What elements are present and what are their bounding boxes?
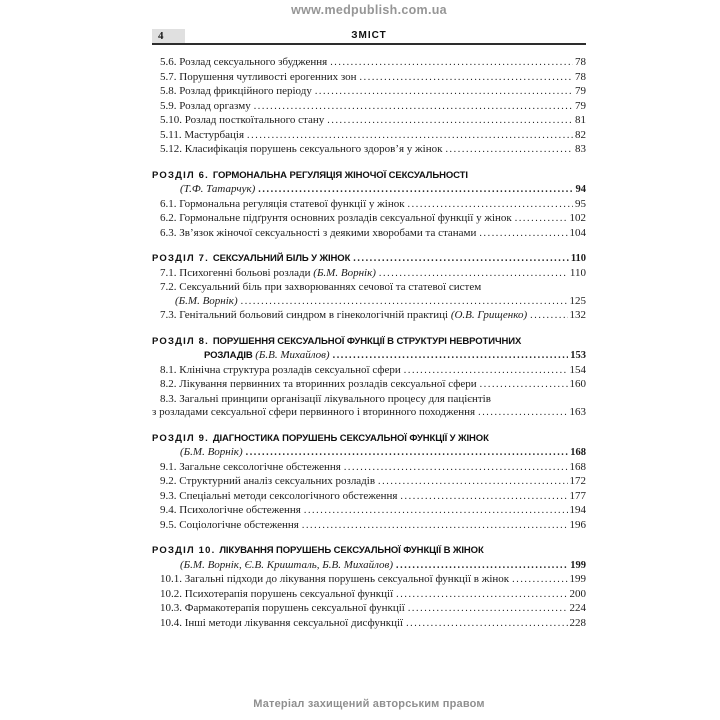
toc-entry-text — [160, 363, 401, 377]
toc-text-segment: 7.3. Генітальний больовий синдром в гінекологічній практиці — [160, 309, 451, 321]
toc-page-number: 82 — [575, 128, 586, 141]
toc-text-segment: ЛІКУВАННЯ ПОРУШЕНЬ СЕКСУАЛЬНОЇ ФУНКЦІЇ В ЖІНОК — [219, 545, 484, 556]
toc-entry — [152, 182, 586, 197]
toc-entry-text — [160, 142, 442, 156]
toc-text-segment: 10.3. Фармакотерапія порушень сексуальної функції — [160, 602, 405, 614]
toc-entry — [152, 211, 586, 226]
toc-text-segment: 5.12. Класифікація порушень сексуального здоров’я у жінок — [160, 143, 443, 155]
toc-entry — [152, 377, 586, 392]
dot-leader — [400, 491, 567, 504]
dot-leader — [333, 350, 569, 363]
toc-entry — [152, 489, 586, 504]
toc-text-segment: 8.2. Лікування первинних та вторинних розладів сексуальної сфери — [160, 378, 477, 390]
toc-entry — [152, 572, 586, 587]
toc-page-number: 110 — [570, 253, 586, 264]
toc-entry — [152, 445, 586, 460]
toc-text-segment: ГОРМОНАЛЬНА РЕГУЛЯЦІЯ ЖІНОЧОЇ СЕКСУАЛЬНОСТІ — [212, 169, 468, 181]
toc-entry-text — [160, 474, 375, 488]
dot-leader — [344, 462, 568, 475]
toc-author: (Т.Ф. Татарчук) — [180, 183, 256, 195]
toc-page-number: 168 — [570, 447, 586, 458]
toc-text-segment: 9.2. Структурний аналіз сексуальних розладів — [160, 475, 376, 487]
toc-author: (Б.М. Ворнік) — [180, 446, 243, 458]
toc-chapter-entry — [152, 543, 586, 558]
toc-page-number: 79 — [575, 85, 586, 97]
toc-text-segment: 8.3. Загальні принципи організації лікувального процесу для пацієнтів — [160, 392, 491, 405]
toc-entry-text — [160, 518, 299, 532]
toc-text-segment: 10.4. Інші методи лікування сексуальної дисфункції — [160, 616, 404, 629]
dot-leader — [379, 268, 568, 281]
toc-entry — [152, 142, 586, 157]
toc-entry — [152, 392, 586, 406]
copyright-notice: Матеріал захищений авторським правом — [253, 698, 485, 710]
toc-page-number: 125 — [569, 294, 586, 307]
toc-entry-text — [160, 211, 512, 225]
dot-leader — [247, 130, 573, 143]
toc-entry — [152, 55, 586, 70]
toc-entry — [152, 460, 586, 475]
dot-leader — [445, 144, 573, 157]
toc-entry — [152, 363, 586, 378]
dot-leader — [327, 115, 573, 128]
toc-entry-text — [160, 489, 397, 503]
dot-leader — [315, 86, 573, 99]
toc-text-segment: 5.10. Розлад посткоїтального стану — [160, 114, 325, 126]
toc-entry-text — [160, 197, 405, 211]
toc-page-number: 160 — [569, 378, 586, 390]
toc-entry-text — [180, 558, 393, 572]
toc-text-segment: 5.11. Мастурбація — [160, 128, 245, 141]
toc-entry-text — [160, 226, 476, 240]
toc-text-segment: 9.1. Загальне сексологічне обстеження — [160, 460, 341, 473]
toc-author: (Б.М. Ворнік) — [175, 294, 238, 307]
toc-entry — [152, 587, 586, 602]
toc-entry — [152, 601, 586, 616]
toc-text-segment: 6.1. Гормональна регуляція статевої функції у жінок — [160, 197, 405, 210]
toc-text-segment: 9.5. Соціологічне обстеження — [160, 518, 299, 531]
toc-text-segment: з розладами сексуальної сфери первинного і вторинного походження — [152, 406, 476, 418]
toc-entry-text — [152, 431, 489, 446]
toc-entry-text — [160, 601, 405, 615]
toc-page-number: 196 — [569, 518, 586, 531]
toc-text-segment: РОЗДІЛ 10. — [152, 545, 220, 556]
toc-text-segment: 7.1. Психогенні больові розлади — [160, 266, 314, 279]
dot-leader — [241, 296, 568, 309]
toc-page-number: 78 — [575, 56, 586, 68]
toc-page-number: 81 — [575, 114, 586, 126]
page-header — [152, 29, 586, 45]
toc-section — [152, 543, 586, 630]
toc-entry — [152, 474, 586, 489]
toc-entry — [152, 280, 586, 294]
dot-leader — [406, 618, 567, 631]
toc-entry-text — [160, 587, 393, 601]
toc-text-segment: СЕКСУАЛЬНИЙ БІЛЬ У ЖІНОК — [212, 253, 351, 264]
toc-chapter-entry — [152, 251, 586, 266]
toc-entry — [152, 113, 586, 128]
toc-entry-text — [160, 84, 312, 98]
dot-leader — [302, 520, 568, 533]
toc-entry-text — [160, 99, 251, 113]
toc-page-number: 194 — [569, 504, 586, 516]
toc-entry-text — [152, 405, 475, 419]
dot-leader — [515, 213, 568, 226]
dot-leader — [360, 72, 573, 85]
toc-page-number: 153 — [570, 350, 586, 361]
toc-entry — [152, 558, 586, 573]
toc-section — [152, 431, 586, 533]
toc-page-number: 102 — [569, 212, 586, 224]
toc-text-segment: РОЗДІЛ 8. — [152, 335, 213, 347]
toc-entry-text — [160, 460, 341, 474]
toc-page-number: 132 — [569, 309, 586, 321]
toc-entry — [152, 99, 586, 114]
toc-entry-text — [175, 294, 238, 308]
toc-entry-text — [204, 348, 330, 363]
toc-text-segment: 10.1. Загальні підходи до лікування порушень сексуальної функції в жінок — [160, 573, 510, 585]
toc-entry-text — [160, 113, 324, 127]
toc-text-segment: 6.2. Гормональне підґрунтя основних розладів сексуальної функції у жінок — [160, 212, 512, 224]
toc-text-segment: 10.2. Психотерапія порушень сексуальної функції — [160, 587, 394, 600]
toc-page-number: 83 — [575, 143, 586, 155]
toc-text-segment: 9.3. Спеціальні методи сексологічного обстеження — [160, 489, 398, 502]
toc-text-segment: 8.1. Клінічна структура розладів сексуальної сфери — [160, 363, 401, 376]
toc-text-segment: 5.7. Порушення чутливості ерогенних зон — [160, 70, 357, 83]
page-content — [152, 29, 586, 630]
toc-text-segment: РОЗЛАДІВ — [204, 350, 256, 361]
dot-leader — [246, 447, 569, 460]
table-of-contents — [152, 55, 586, 630]
toc-entry-text — [160, 377, 477, 391]
toc-section — [152, 251, 586, 323]
toc-entry — [152, 226, 586, 241]
toc-page-number: 228 — [569, 616, 586, 629]
toc-page-number: 177 — [569, 489, 586, 502]
toc-entry — [152, 518, 586, 533]
toc-author: (Б.М. Ворнік, Є.В. Кришталь, Б.В. Михайлов) — [180, 558, 393, 571]
toc-text-segment: 7.2. Сексуальний біль при захворюваннях сечової та статевої систем — [160, 281, 482, 293]
toc-page-number: 200 — [569, 587, 586, 600]
dot-leader — [478, 407, 567, 420]
dot-leader — [396, 560, 568, 573]
toc-entry-text — [160, 308, 527, 322]
toc-entry — [152, 128, 586, 143]
toc-entry-text — [160, 503, 301, 517]
toc-chapter-entry — [152, 168, 586, 183]
toc-entry-text — [160, 392, 491, 406]
toc-entry — [152, 308, 586, 323]
toc-entry — [152, 405, 586, 420]
toc-text-segment: 5.6. Розлад сексуального збудження — [160, 56, 328, 68]
page-number: 4 — [158, 30, 164, 42]
toc-entry-text — [160, 266, 376, 280]
dot-leader — [396, 589, 567, 602]
toc-page-number: 79 — [575, 99, 586, 112]
toc-entry-text — [160, 280, 481, 294]
dot-leader — [254, 101, 573, 114]
dot-leader — [304, 505, 568, 518]
toc-page-number: 104 — [569, 226, 586, 239]
dot-leader — [330, 57, 573, 70]
dot-leader — [479, 228, 567, 241]
dot-leader — [408, 603, 568, 616]
toc-page-number: 224 — [569, 602, 586, 614]
toc-entry-text — [180, 182, 255, 196]
toc-entry — [152, 294, 586, 309]
toc-page-number: 110 — [569, 266, 586, 279]
toc-author: (Б.В. Михайлов) — [255, 349, 330, 361]
toc-entry-text — [152, 168, 468, 183]
toc-text-segment: РОЗДІЛ 9. — [152, 432, 213, 444]
toc-text-segment: 9.4. Психологічне обстеження — [160, 504, 301, 516]
toc-entry-text — [180, 445, 243, 459]
toc-entry — [152, 197, 586, 212]
dot-leader — [480, 379, 568, 392]
toc-text-segment: ДІАГНОСТИКА ПОРУШЕНЬ СЕКСУАЛЬНОЇ ФУНКЦІЇ У ЖІНОК — [212, 432, 489, 444]
dot-leader — [258, 184, 573, 197]
toc-page-number: 168 — [569, 460, 586, 473]
toc-author: (Б.М. Ворнік) — [313, 266, 376, 279]
watermark-url: www.medpublish.com.ua — [291, 3, 447, 17]
dot-leader — [378, 476, 567, 489]
toc-entry-text — [152, 543, 484, 558]
toc-entry — [152, 348, 586, 363]
toc-author: (О.В. Грищенко) — [450, 309, 528, 321]
dot-leader — [353, 253, 569, 266]
toc-entry — [152, 70, 586, 85]
toc-text-segment: 5.8. Розлад фрикційного періоду — [160, 85, 312, 97]
dot-leader — [404, 365, 568, 378]
toc-page-number: 94 — [575, 184, 586, 195]
toc-entry — [152, 266, 586, 281]
toc-entry-text — [160, 616, 403, 630]
toc-text-segment: 5.9. Розлад оргазму — [160, 99, 251, 112]
dot-leader — [408, 199, 573, 212]
toc-page-number: 199 — [570, 559, 586, 571]
toc-section — [152, 55, 586, 157]
toc-text-segment: ПОРУШЕННЯ СЕКСУАЛЬНОЇ ФУНКЦІЇ В СТРУКТУРІ НЕВРОТИЧНИХ — [212, 335, 522, 347]
toc-entry-text — [152, 334, 521, 349]
toc-page-number: 199 — [569, 573, 586, 585]
dot-leader — [530, 310, 567, 323]
toc-page-number: 95 — [575, 197, 586, 210]
toc-entry — [152, 503, 586, 518]
toc-page-number: 154 — [569, 363, 586, 376]
toc-entry-text — [160, 70, 357, 84]
toc-entry — [152, 616, 586, 631]
contents-heading: ЗМІСТ — [351, 30, 387, 41]
toc-section — [152, 334, 586, 420]
dot-leader — [512, 574, 567, 587]
toc-entry-text — [160, 572, 509, 586]
toc-text-segment: 6.3. Зв’язок жіночої сексуальності з деякими хворобами та станами — [160, 226, 477, 239]
toc-page-number: 172 — [569, 475, 586, 487]
toc-chapter-entry — [152, 334, 586, 349]
toc-section — [152, 168, 586, 241]
toc-page-number: 163 — [569, 406, 586, 418]
toc-entry-text — [152, 251, 350, 266]
toc-page-number: 78 — [575, 70, 586, 83]
toc-entry-text — [160, 128, 244, 142]
toc-entry-text — [160, 55, 327, 69]
toc-text-segment: РОЗДІЛ 7. — [152, 253, 213, 264]
toc-chapter-entry — [152, 431, 586, 446]
toc-entry — [152, 84, 586, 99]
page-number-badge — [152, 29, 185, 43]
toc-text-segment: РОЗДІЛ 6. — [152, 169, 213, 181]
